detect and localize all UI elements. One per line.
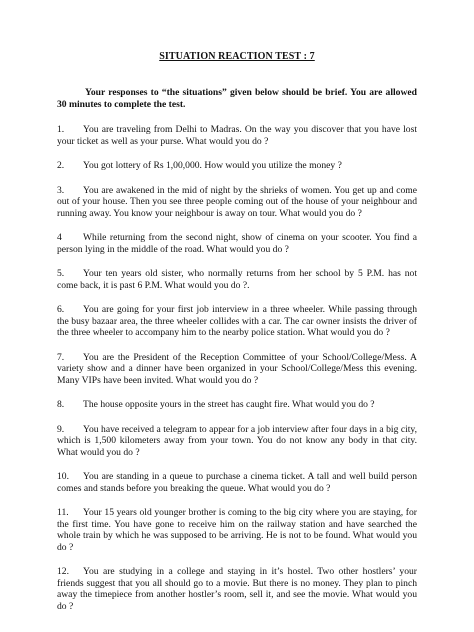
- question-number: 4: [57, 232, 62, 243]
- question-text: The house opposite yours in the street has caught fire. What would you do ?: [83, 399, 375, 410]
- question-text: Your 15 years old younger brother is coming to the big city where you are staying, for the first time. You have gone to receive him on the railway station and have searched the whole train by which he was supposed to be arriving. He is not to be found. What would you do ?: [57, 507, 417, 553]
- question-item: [57, 424, 417, 459]
- question-text: You are traveling from Delhi to Madras. On the way you discover that you have lost your ticket as well as your purse. What would you do ?: [57, 124, 417, 147]
- question-item: [57, 566, 417, 612]
- question-item: [57, 268, 417, 291]
- question-number: 9.: [57, 423, 65, 435]
- question-text: You have received a telegram to appear for a job interview after four days in a big city, which is 1,500 kilometers away from your town. You do not know any body in that city. What would you do ?: [57, 423, 417, 458]
- question-number: 10.: [57, 471, 69, 482]
- question-text: Your ten years old sister, who normally returns from her school by 5 P.M. has not come back, it is past 6 P.M. What would you do ?.: [57, 268, 417, 291]
- question-number: 11.: [57, 507, 69, 518]
- question-text: You are studying in a college and staying in it’s hostel. Two other hostlers’ your friends suggest that you all should go to a movie. But there is no money. They plan to pinch away the timepiece from another hostler’s room, sell it, and see the movie. What would you do ?: [57, 566, 417, 612]
- question-number: 6.: [57, 304, 65, 315]
- question-text: You are standing in a queue to purchase a cinema ticket. A tall and well build person comes and stands before you breaking the queue. What would you do ?: [57, 471, 417, 494]
- question-number: 1.: [57, 124, 65, 135]
- question-text: You are going for your first job interview in a three wheeler. While passing through the busy bazaar area, the three wheeler collides with a car. The car owner insists the driver of the three wheeler to accompany him to the nearby police station. What would you do ?: [57, 304, 417, 338]
- question-text: You are the President of the Reception Committee of your School/College/Mess. A variety show and a dinner have been organized in your School/College/Mess this evening. Many VIPs have been invited. What would you do ?: [57, 351, 417, 386]
- question-item: [57, 507, 417, 553]
- question-number: 8.: [57, 399, 65, 410]
- document-title: SITUATION REACTION TEST : 7: [159, 51, 315, 62]
- test-instructions: Your responses to “the situations” given below should be brief. You are allowed 30 minutes to complete the test.: [57, 87, 417, 110]
- question-number: 12.: [57, 566, 69, 577]
- question-item: [57, 124, 417, 147]
- question-item: [57, 185, 417, 220]
- question-number: 7.: [57, 351, 65, 363]
- question-item: [57, 304, 417, 339]
- question-item: [57, 232, 417, 255]
- question-number: 5.: [57, 268, 65, 279]
- question-number: 2.: [57, 160, 65, 171]
- question-item: [57, 160, 417, 172]
- question-text: While returning from the second night, show of cinema on your scooter. You find a person lying in the middle of the road. What would you do ?: [57, 232, 417, 255]
- question-item: [57, 471, 417, 494]
- question-item: [57, 352, 417, 387]
- question-text: You are awakened in the mid of night by the shrieks of women. You get up and come out of your house. Then you see three people coming out of the house of your neighbour and running away. You know your neighbour is away on tour. What would you do ?: [57, 184, 417, 219]
- question-item: [57, 399, 417, 411]
- question-text: You got lottery of Rs 1,00,000. How would you utilize the money ?: [83, 160, 342, 171]
- question-number: 3.: [57, 184, 65, 196]
